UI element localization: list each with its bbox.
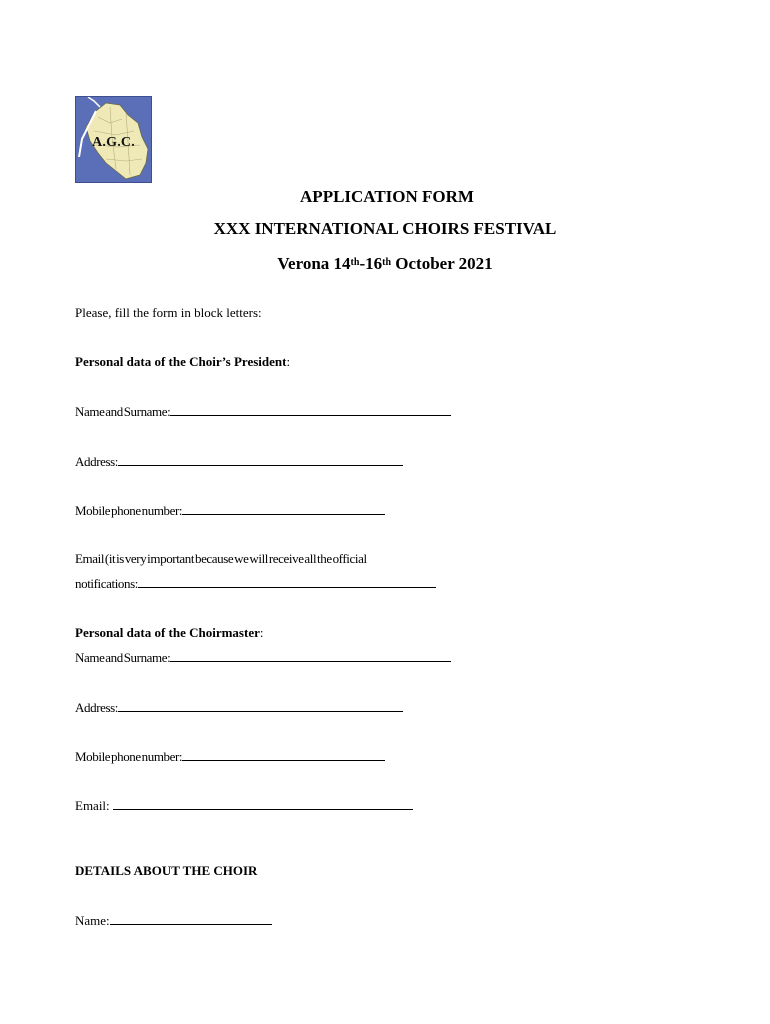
choir-details-heading: DETAILS ABOUT THE CHOIR (75, 863, 258, 878)
president-email-note: Email (it is very important because we will receive all the official (75, 551, 367, 566)
choirmaster-name-row (75, 649, 451, 666)
president-address-label: Address: (75, 454, 119, 469)
president-name-field[interactable] (170, 403, 451, 416)
choirmaster-email-row (75, 797, 413, 814)
president-email-field[interactable] (138, 575, 436, 588)
president-address-field[interactable] (118, 453, 403, 466)
president-heading-colon: : (286, 354, 291, 369)
logo-text: A.G.C. (92, 135, 135, 150)
choirmaster-name-field[interactable] (170, 649, 451, 662)
president-email-label: notifications: (75, 576, 138, 591)
choir-name-field[interactable] (110, 912, 272, 925)
dates-prefix: Verona 14 (277, 254, 351, 273)
dates-sup-2: th (382, 257, 392, 268)
choirmaster-email-label: Email: (75, 798, 113, 813)
form-title: APPLICATION FORM (300, 187, 474, 206)
president-address-row (75, 453, 403, 470)
choirmaster-name-label: Name and Surname: (75, 650, 171, 665)
festival-dates (0, 254, 770, 277)
dates-sup-1: th (350, 257, 360, 268)
choirmaster-heading (75, 625, 263, 641)
president-mobile-row (75, 502, 385, 519)
choirmaster-address-label: Address: (75, 700, 119, 715)
president-name-row (75, 403, 451, 420)
president-heading (75, 354, 290, 370)
choirmaster-address-row (75, 699, 403, 716)
choir-name-row (75, 912, 272, 929)
president-mobile-field[interactable] (182, 502, 385, 515)
choir-name-label: Name: (75, 913, 110, 928)
festival-title: XXX INTERNATIONAL CHOIRS FESTIVAL (213, 219, 557, 238)
agc-logo (75, 96, 152, 183)
president-email-row (75, 575, 436, 592)
choirmaster-mobile-field[interactable] (182, 748, 385, 761)
choirmaster-address-field[interactable] (118, 699, 403, 712)
president-name-label: Name and Surname: (75, 404, 171, 419)
choirmaster-mobile-row (75, 748, 385, 765)
instructions: Please, fill the form in block letters: (75, 305, 262, 320)
dates-mid: -16 (359, 254, 383, 273)
dates-suffix: October 2021 (391, 254, 493, 273)
president-mobile-label: Mobile phone number: (75, 503, 183, 518)
choirmaster-mobile-label: Mobile phone number: (75, 749, 183, 764)
president-heading-text: Personal data of the Choir’s President (75, 354, 287, 369)
choirmaster-heading-text: Personal data of the Choirmaster (75, 625, 260, 640)
choirmaster-heading-colon: : (259, 625, 264, 640)
choirmaster-email-field[interactable] (113, 797, 413, 810)
